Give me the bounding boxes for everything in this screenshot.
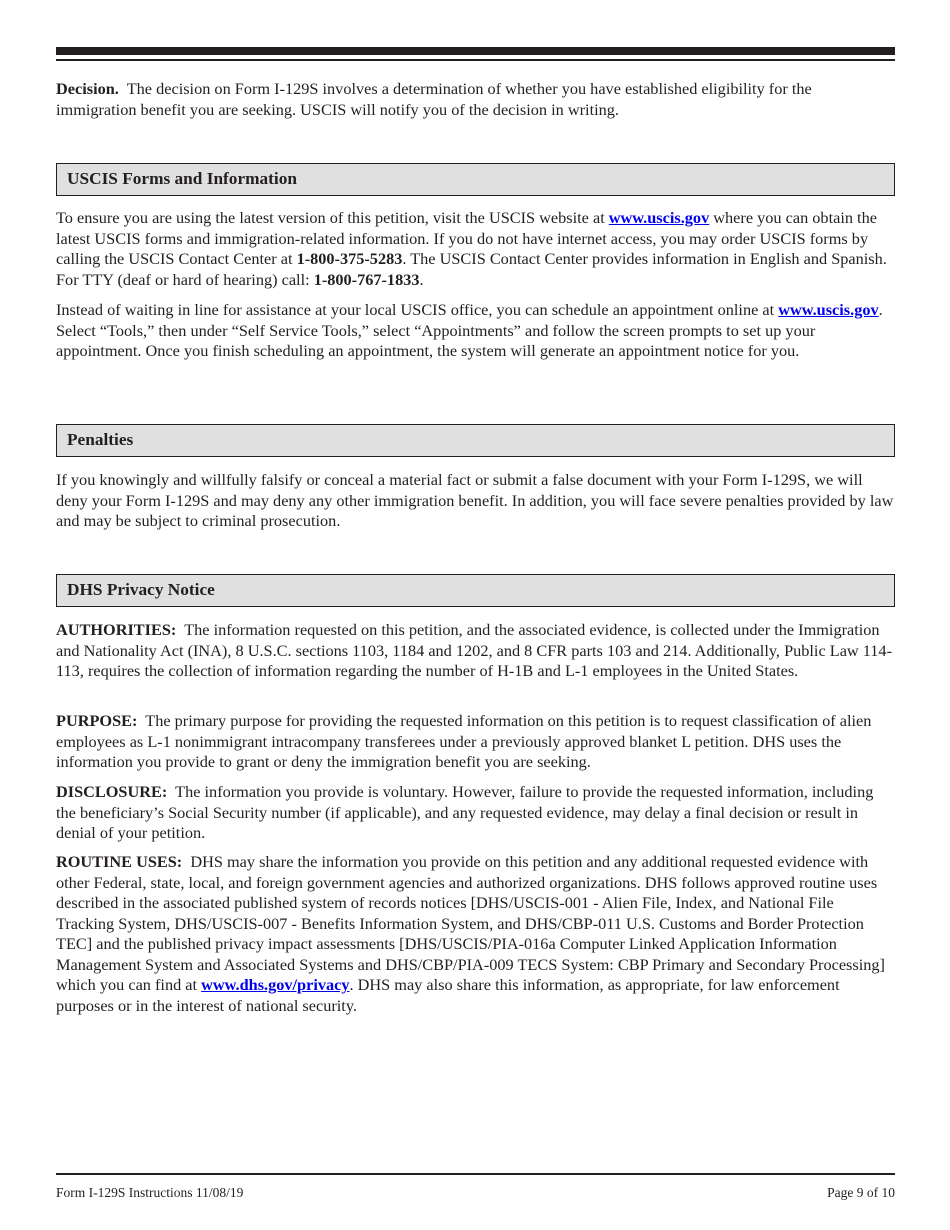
decision-label: Decision.: [56, 79, 119, 98]
contact-center-phone: 1-800-375-5283: [296, 249, 403, 268]
header-rule-thick: [56, 47, 895, 55]
disclosure-text: The information you provide is voluntary. However, failure to provide the requested information, including the beneficiary’s Social Security number (if applicable), and any requested evidence, may delay a final decision or result in denial of your petition.: [56, 782, 874, 842]
header-rule-thin: [56, 59, 895, 61]
forms-info-text: .: [419, 269, 424, 289]
penalties-paragraph: [56, 470, 895, 532]
authorities-paragraph: [56, 620, 895, 682]
tty-phone: 1-800-767-1833: [313, 269, 420, 289]
disclosure-label: DISCLOSURE:: [56, 782, 168, 801]
purpose-text: The primary purpose for providing the requested information on this petition is to request classification of alien employees as L-1 nonimmigrant intracompany transferees under a previously approved blanket L petition. DHS uses the information you provide to grant or deny the immigration benefit you are seeking.: [56, 711, 872, 771]
forms-info-text: To ensure you are using the latest version of this petition, visit the USCIS website at: [56, 208, 609, 227]
section-header-penalties: [56, 424, 895, 457]
section-title-penalties: Penalties: [67, 430, 134, 449]
forms-info-paragraph-2: [56, 300, 895, 362]
routine-uses-label: ROUTINE USES:: [56, 852, 183, 871]
footer-page-number: Page 9 of 10: [827, 1185, 895, 1200]
decision-text: The decision on Form I-129S involves a determination of whether you have established eligibility for the immigration benefit you are seeking. USCIS will notify you of the decision in writing.: [56, 79, 812, 119]
forms-info-text: where you can obtain the latest USCIS forms and immigration-related information. If you do not have internet access, you may order USCIS forms by calling the USCIS Contact Center at: [56, 208, 877, 268]
forms-info-paragraph-1: [56, 208, 895, 290]
dhs-privacy-link[interactable]: www.dhs.gov/privacy: [201, 975, 350, 994]
routine-uses-paragraph: [56, 852, 895, 1016]
appointment-text: . Select “Tools,” then under “Self Service Tools,” select “Appointments” and follow the screen prompts to set up your appointment. Once you finish scheduling an appointment, the system will generate an appointment notice for you.: [56, 300, 883, 360]
section-title-privacy: DHS Privacy Notice: [67, 580, 215, 599]
routine-uses-text: DHS may share the information you provide on this petition and any additional requested evidence with other Federal, state, local, and foreign government agencies and authorized organizations. DHS follows approved routine uses described in the associated published system of records notices [DHS/USCIS-001 - Alien File, Index, and National File Tracking System, DHS/USCIS-007 - Benefits Information System, and DHS/CBP-011 U.S. Customs and Border Protection TEC] and the published privacy impact assessments [DHS/USCIS/PIA-016a Computer Linked Application Information Management System and Associated Systems and DHS/CBP/PIA-009 TECS System: CBP Primary and Secondary Processing] which you can find at: [56, 852, 885, 994]
authorities-text: The information requested on this petition, and the associated evidence, is collected under the Immigration and Nationality Act (INA), 8 U.S.C. sections 1103, 1184 and 1202, and 8 CFR parts 103 and 214. Additionally, Public Law 114-113, requires the collection of information regarding the number of H-1B and L-1 employees in the United States.: [56, 620, 892, 680]
forms-info-text: . The USCIS Contact Center provides information in English and Spanish. For TTY (deaf or hard of hearing) call:: [56, 249, 887, 289]
appointment-text: Instead of waiting in line for assistance at your local USCIS office, you can schedule an appointment online at: [56, 300, 779, 319]
section-title-forms-info: USCIS Forms and Information: [67, 169, 297, 188]
uscis-appointments-link[interactable]: www.uscis.gov: [778, 300, 879, 319]
section-header-privacy: [56, 574, 895, 607]
disclosure-paragraph: [56, 782, 895, 844]
footer-rule: [56, 1173, 895, 1175]
decision-paragraph: [56, 79, 895, 120]
routine-uses-text: . DHS may also share this information, as appropriate, for law enforcement purposes or in the interest of national security.: [56, 975, 840, 1015]
footer-form-id: Form I-129S Instructions 11/08/19: [56, 1185, 244, 1200]
uscis-website-link[interactable]: www.uscis.gov: [608, 208, 710, 227]
authorities-label: AUTHORITIES:: [56, 620, 177, 639]
purpose-label: PURPOSE:: [56, 711, 138, 730]
penalties-text: If you knowingly and willfully falsify or conceal a material fact or submit a false document with your Form I-129S, we will deny your Form I-129S and may deny any other immigration benefit. In addition, you will face severe penalties provided by law and may be subject to criminal prosecution.: [56, 470, 894, 530]
purpose-paragraph: [56, 711, 895, 773]
section-header-forms-info: [56, 163, 895, 196]
